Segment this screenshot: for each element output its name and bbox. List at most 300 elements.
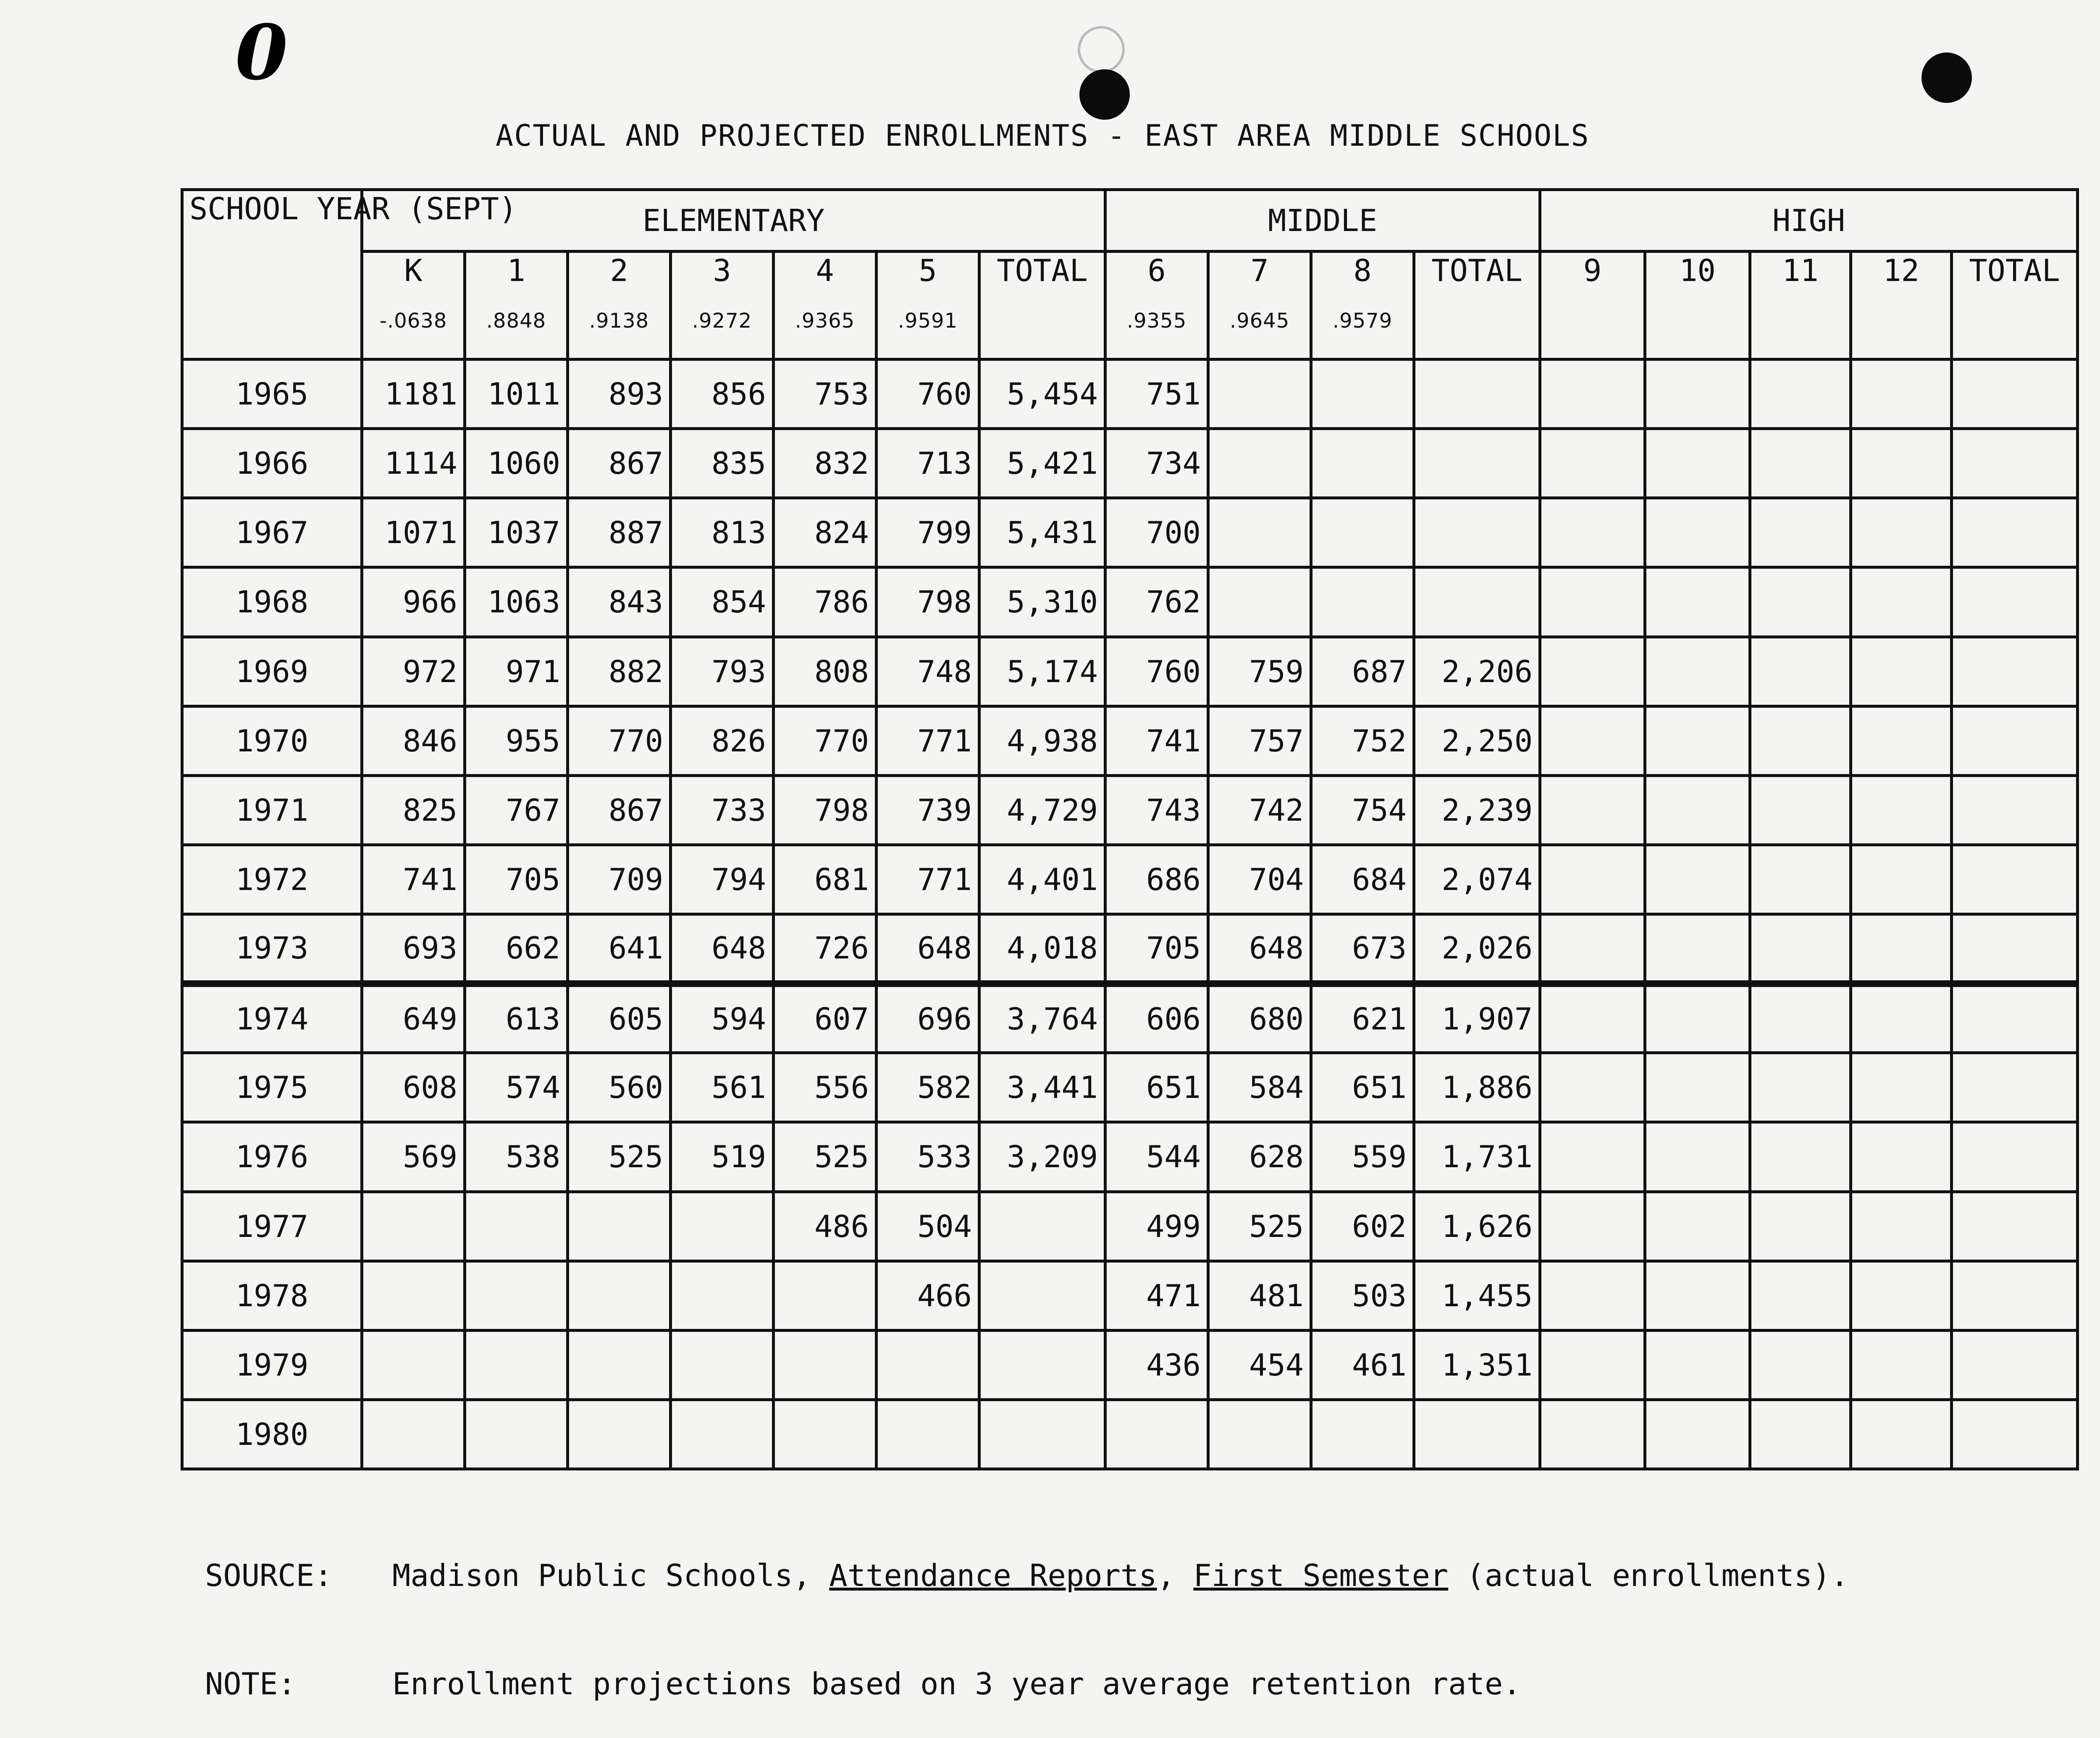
enrollment-cell: 743	[1105, 775, 1208, 845]
enrollment-cell: 607	[774, 984, 877, 1053]
enrollment-cell	[1208, 360, 1311, 429]
enrollment-cell: 556	[774, 1053, 877, 1122]
source-text-2: ,	[1157, 1558, 1194, 1593]
enrollment-cell: 887	[568, 498, 671, 567]
enrollment-cell	[671, 1192, 774, 1261]
enrollment-cell	[1750, 1399, 1851, 1469]
school-year-cell: 1979	[182, 1330, 362, 1399]
enrollment-cell: 608	[362, 1053, 465, 1122]
enrollment-cell	[1540, 1122, 1645, 1192]
enrollment-cell: 713	[877, 429, 979, 498]
enrollment-cell: 4,401	[979, 845, 1105, 914]
enrollment-cell	[1208, 429, 1311, 498]
enrollment-cell: 705	[1105, 914, 1208, 984]
enrollment-cell	[1540, 1192, 1645, 1261]
enrollment-cell: 684	[1311, 845, 1414, 914]
enrollment-cell	[1750, 1053, 1851, 1122]
source-label: SOURCE:	[205, 1558, 333, 1593]
school-year-cell: 1968	[182, 567, 362, 637]
enrollment-cell	[1952, 567, 2078, 637]
enrollment-cell	[1540, 1261, 1645, 1330]
enrollment-cell: 893	[568, 360, 671, 429]
enrollment-cell: 499	[1105, 1192, 1208, 1261]
enrollment-cell: 799	[877, 498, 979, 567]
enrollment-cell	[1952, 637, 2078, 706]
enrollment-cell	[1952, 914, 2078, 984]
enrollment-cell: 771	[877, 706, 979, 775]
school-year-cell: 1980	[182, 1399, 362, 1469]
enrollment-cell	[1208, 498, 1311, 567]
enrollment-cell	[1952, 845, 2078, 914]
enrollment-cell: 704	[1208, 845, 1311, 914]
column-header	[362, 252, 465, 360]
column-header	[1750, 252, 1851, 360]
enrollment-cell	[671, 1330, 774, 1399]
enrollment-cell	[1750, 429, 1851, 498]
enrollment-cell: 741	[1105, 706, 1208, 775]
enrollment-cell	[465, 1261, 568, 1330]
enrollment-cell: 574	[465, 1053, 568, 1122]
enrollment-cell: 832	[774, 429, 877, 498]
enrollment-cell	[1851, 1122, 1952, 1192]
enrollment-cell: 559	[1311, 1122, 1414, 1192]
enrollment-cell	[1645, 1399, 1750, 1469]
enrollment-cell: 854	[671, 567, 774, 637]
enrollment-cell: 966	[362, 567, 465, 637]
retention-rate: .8848	[486, 309, 546, 333]
retention-rate: .9355	[1126, 309, 1187, 333]
column-header-label: TOTAL	[1431, 253, 1522, 288]
enrollment-cell: 867	[568, 775, 671, 845]
enrollment-cell: 648	[671, 914, 774, 984]
document-title: ACTUAL AND PROJECTED ENROLLMENTS - EAST AREA MIDDLE SCHOOLS	[496, 118, 1590, 153]
footnotes	[205, 1485, 1849, 1738]
enrollment-cell: 687	[1311, 637, 1414, 706]
enrollment-cell: 705	[465, 845, 568, 914]
enrollment-cell: 544	[1105, 1122, 1208, 1192]
table-row	[182, 1261, 2078, 1330]
enrollment-cell: 726	[774, 914, 877, 984]
enrollment-cell: 856	[671, 360, 774, 429]
enrollment-cell: 641	[568, 914, 671, 984]
enrollment-cell: 2,074	[1414, 845, 1540, 914]
enrollment-cell	[1750, 845, 1851, 914]
column-header-label: 5	[919, 253, 937, 288]
enrollment-cell: 582	[877, 1053, 979, 1122]
enrollment-cell	[1952, 429, 2078, 498]
enrollment-cell: 808	[774, 637, 877, 706]
school-year-cell: 1966	[182, 429, 362, 498]
column-header-label: TOTAL	[1969, 253, 2060, 288]
enrollment-cell: 5,174	[979, 637, 1105, 706]
enrollment-cell	[1851, 429, 1952, 498]
source-text-3: (actual enrollments).	[1448, 1558, 1849, 1593]
enrollment-cell: 813	[671, 498, 774, 567]
enrollment-cell: 739	[877, 775, 979, 845]
enrollment-cell: 771	[877, 845, 979, 914]
enrollment-cell: 835	[671, 429, 774, 498]
enrollment-cell: 3,764	[979, 984, 1105, 1053]
enrollment-cell	[1645, 1122, 1750, 1192]
enrollment-cell: 436	[1105, 1330, 1208, 1399]
enrollment-cell	[979, 1192, 1105, 1261]
enrollment-cell	[1540, 429, 1645, 498]
enrollment-cell: 700	[1105, 498, 1208, 567]
enrollment-cell	[1851, 914, 1952, 984]
enrollment-cell: 955	[465, 706, 568, 775]
enrollment-cell	[465, 1399, 568, 1469]
enrollment-cell	[1851, 498, 1952, 567]
table-row	[182, 429, 2078, 498]
school-year-header: SCHOOL YEAR (SEPT)	[182, 190, 362, 360]
enrollment-cell	[1645, 914, 1750, 984]
enrollment-cell	[1208, 567, 1311, 637]
enrollment-cell	[465, 1192, 568, 1261]
column-header	[1105, 252, 1208, 360]
enrollment-cell: 525	[568, 1122, 671, 1192]
enrollment-cell	[671, 1399, 774, 1469]
enrollment-cell: 759	[1208, 637, 1311, 706]
enrollment-cell: 742	[1208, 775, 1311, 845]
enrollment-cell: 734	[1105, 429, 1208, 498]
enrollment-cell: 748	[877, 637, 979, 706]
enrollment-cell	[1750, 775, 1851, 845]
enrollment-cell: 1037	[465, 498, 568, 567]
enrollment-cell	[362, 1399, 465, 1469]
enrollment-cell: 1071	[362, 498, 465, 567]
column-header-label: 9	[1583, 253, 1602, 288]
enrollment-cell	[1851, 567, 1952, 637]
retention-rate: .9645	[1229, 309, 1290, 333]
enrollment-cell	[1952, 1330, 2078, 1399]
school-year-cell: 1969	[182, 637, 362, 706]
enrollment-cell	[1952, 1053, 2078, 1122]
column-header-label: 7	[1250, 253, 1269, 288]
enrollment-cell: 752	[1311, 706, 1414, 775]
enrollment-cell: 649	[362, 984, 465, 1053]
enrollment-cell: 628	[1208, 1122, 1311, 1192]
enrollment-cell: 613	[465, 984, 568, 1053]
retention-rate: .9579	[1332, 309, 1393, 333]
enrollment-cell	[1851, 637, 1952, 706]
school-year-cell: 1970	[182, 706, 362, 775]
column-header-label: 1	[507, 253, 525, 288]
enrollment-cell	[1750, 498, 1851, 567]
source-text-1: Madison Public Schools,	[392, 1558, 830, 1593]
enrollment-cell	[1952, 1122, 2078, 1192]
enrollment-cell: 519	[671, 1122, 774, 1192]
enrollment-cell	[671, 1261, 774, 1330]
column-header	[1414, 252, 1540, 360]
note-text: Enrollment projections based on 3 year average retention rate.	[392, 1666, 1521, 1701]
table-row	[182, 360, 2078, 429]
enrollment-cell	[774, 1399, 877, 1469]
enrollment-cell	[1645, 637, 1750, 706]
enrollment-cell	[1952, 1399, 2078, 1469]
enrollment-cell: 1,351	[1414, 1330, 1540, 1399]
enrollment-cell	[1105, 1399, 1208, 1469]
enrollment-cell	[1540, 845, 1645, 914]
column-header	[1208, 252, 1311, 360]
enrollment-cell	[1414, 1399, 1540, 1469]
enrollment-cell: 696	[877, 984, 979, 1053]
enrollment-cell	[1952, 984, 2078, 1053]
page-number-mark: 0	[235, 8, 288, 97]
enrollment-cell: 662	[465, 914, 568, 984]
enrollment-cell	[1311, 1399, 1414, 1469]
enrollment-cell	[1645, 1053, 1750, 1122]
enrollment-cell: 754	[1311, 775, 1414, 845]
column-header	[1952, 252, 2078, 360]
enrollment-cell: 1,907	[1414, 984, 1540, 1053]
school-year-cell: 1965	[182, 360, 362, 429]
enrollment-cell	[1311, 498, 1414, 567]
enrollment-cell	[362, 1330, 465, 1399]
enrollment-cell	[1311, 429, 1414, 498]
enrollment-cell	[1645, 567, 1750, 637]
enrollment-cell	[1851, 984, 1952, 1053]
school-year-cell: 1973	[182, 914, 362, 984]
enrollment-cell	[1645, 1330, 1750, 1399]
punch-hole-center	[1079, 69, 1130, 120]
enrollment-cell	[1750, 984, 1851, 1053]
column-header-label: 8	[1353, 253, 1372, 288]
enrollment-cell	[1645, 984, 1750, 1053]
enrollment-cell: 846	[362, 706, 465, 775]
column-header	[1645, 252, 1750, 360]
enrollment-cell: 1114	[362, 429, 465, 498]
enrollment-cell: 651	[1311, 1053, 1414, 1122]
group-header-middle: MIDDLE	[1105, 190, 1540, 252]
enrollment-cell	[1851, 775, 1952, 845]
enrollment-cell: 680	[1208, 984, 1311, 1053]
punch-hole-ring	[1078, 26, 1125, 73]
enrollment-cell: 1063	[465, 567, 568, 637]
enrollment-cell	[1750, 567, 1851, 637]
enrollment-cell: 1,731	[1414, 1122, 1540, 1192]
enrollment-cell: 5,310	[979, 567, 1105, 637]
enrollment-cell	[979, 1399, 1105, 1469]
enrollment-cell: 1181	[362, 360, 465, 429]
enrollment-cell	[1750, 360, 1851, 429]
enrollment-cell	[1540, 1399, 1645, 1469]
enrollment-cell: 5,454	[979, 360, 1105, 429]
enrollment-cell: 1,455	[1414, 1261, 1540, 1330]
enrollment-cell	[568, 1399, 671, 1469]
table-row	[182, 1399, 2078, 1469]
school-year-cell: 1974	[182, 984, 362, 1053]
enrollment-cell	[1851, 1053, 1952, 1122]
enrollment-cell: 1,626	[1414, 1192, 1540, 1261]
enrollment-cell	[1414, 360, 1540, 429]
enrollment-cell	[1851, 1399, 1952, 1469]
enrollment-cell	[1414, 429, 1540, 498]
enrollment-cell: 2,026	[1414, 914, 1540, 984]
column-header-row	[182, 252, 2078, 360]
enrollment-cell	[1540, 637, 1645, 706]
enrollment-cell: 3,441	[979, 1053, 1105, 1122]
enrollment-cell: 569	[362, 1122, 465, 1192]
enrollment-cell: 843	[568, 567, 671, 637]
enrollment-cell: 798	[774, 775, 877, 845]
column-header-label: 11	[1782, 253, 1819, 288]
enrollment-cell: 681	[774, 845, 877, 914]
enrollment-cell: 686	[1105, 845, 1208, 914]
enrollment-cell	[362, 1261, 465, 1330]
enrollment-cell: 1060	[465, 429, 568, 498]
enrollment-cell: 1,886	[1414, 1053, 1540, 1122]
enrollment-cell: 2,239	[1414, 775, 1540, 845]
enrollment-cell: 560	[568, 1053, 671, 1122]
enrollment-cell	[1851, 1261, 1952, 1330]
enrollment-cell	[1645, 775, 1750, 845]
enrollment-cell: 824	[774, 498, 877, 567]
enrollment-cell: 533	[877, 1122, 979, 1192]
enrollment-cell: 3,209	[979, 1122, 1105, 1192]
enrollment-cell	[1750, 706, 1851, 775]
enrollment-cell: 481	[1208, 1261, 1311, 1330]
column-header	[877, 252, 979, 360]
retention-rate: .9591	[898, 309, 958, 333]
enrollment-cell: 757	[1208, 706, 1311, 775]
enrollment-cell	[1540, 1053, 1645, 1122]
enrollment-cell	[1851, 1192, 1952, 1261]
enrollment-cell	[1645, 360, 1750, 429]
enrollment-cell: 606	[1105, 984, 1208, 1053]
enrollment-cell: 648	[877, 914, 979, 984]
enrollment-cell	[1645, 1192, 1750, 1261]
table-row	[182, 1122, 2078, 1192]
enrollment-cell: 709	[568, 845, 671, 914]
enrollment-cell: 741	[362, 845, 465, 914]
column-header	[671, 252, 774, 360]
column-header-label: 6	[1147, 253, 1166, 288]
enrollment-cell: 1011	[465, 360, 568, 429]
table-row	[182, 1192, 2078, 1261]
school-year-cell: 1978	[182, 1261, 362, 1330]
school-year-cell: 1971	[182, 775, 362, 845]
enrollment-cell: 651	[1105, 1053, 1208, 1122]
enrollment-cell: 786	[774, 567, 877, 637]
enrollment-cell: 5,431	[979, 498, 1105, 567]
enrollment-cell	[1952, 706, 2078, 775]
enrollment-cell: 760	[1105, 637, 1208, 706]
enrollment-cell	[774, 1330, 877, 1399]
enrollment-cell: 798	[877, 567, 979, 637]
enrollment-cell: 538	[465, 1122, 568, 1192]
enrollment-cell	[1540, 984, 1645, 1053]
enrollment-cell	[1540, 567, 1645, 637]
note-line	[205, 1666, 1849, 1702]
enrollment-cell	[1750, 914, 1851, 984]
source-attendance-reports: Attendance Reports	[829, 1558, 1157, 1593]
enrollment-cell: 648	[1208, 914, 1311, 984]
column-header	[1540, 252, 1645, 360]
enrollment-cell: 525	[1208, 1192, 1311, 1261]
enrollment-cell: 461	[1311, 1330, 1414, 1399]
column-header-label: TOTAL	[997, 253, 1088, 288]
table-row	[182, 637, 2078, 706]
column-header	[774, 252, 877, 360]
table-row	[182, 1330, 2078, 1399]
enrollment-cell	[1952, 1192, 2078, 1261]
source-line	[205, 1557, 1849, 1594]
enrollment-cell: 5,421	[979, 429, 1105, 498]
enrollment-cell	[1750, 1192, 1851, 1261]
column-header	[465, 252, 568, 360]
enrollment-cell	[1645, 429, 1750, 498]
enrollment-cell: 621	[1311, 984, 1414, 1053]
enrollment-cell	[465, 1330, 568, 1399]
enrollment-cell: 4,938	[979, 706, 1105, 775]
enrollment-cell: 971	[465, 637, 568, 706]
enrollment-cell	[1540, 706, 1645, 775]
enrollment-cell	[1540, 360, 1645, 429]
enrollment-cell: 2,206	[1414, 637, 1540, 706]
enrollment-cell	[1750, 1122, 1851, 1192]
enrollment-cell: 733	[671, 775, 774, 845]
enrollment-cell	[1952, 1261, 2078, 1330]
column-header	[568, 252, 671, 360]
column-header-label: 4	[816, 253, 834, 288]
table-body	[182, 360, 2078, 1469]
enrollment-cell	[1311, 360, 1414, 429]
group-header-high: HIGH	[1540, 190, 2078, 252]
column-header	[1311, 252, 1414, 360]
school-year-cell: 1976	[182, 1122, 362, 1192]
table-row	[182, 498, 2078, 567]
enrollment-cell: 605	[568, 984, 671, 1053]
group-header-elementary: ELEMENTARY	[362, 190, 1105, 252]
enrollment-cell: 760	[877, 360, 979, 429]
enrollment-cell: 825	[362, 775, 465, 845]
enrollment-cell	[1414, 567, 1540, 637]
enrollment-cell	[1540, 1330, 1645, 1399]
source-first-semester: First Semester	[1193, 1558, 1449, 1593]
enrollment-cell: 673	[1311, 914, 1414, 984]
enrollment-cell	[1645, 845, 1750, 914]
enrollment-cell: 454	[1208, 1330, 1311, 1399]
column-header-label: K	[404, 253, 423, 288]
enrollment-cell	[568, 1261, 671, 1330]
enrollment-cell	[877, 1330, 979, 1399]
table-row	[182, 775, 2078, 845]
enrollment-cell	[1540, 914, 1645, 984]
enrollment-cell: 584	[1208, 1053, 1311, 1122]
enrollment-cell	[1750, 1261, 1851, 1330]
school-year-cell: 1972	[182, 845, 362, 914]
enrollment-cell	[877, 1399, 979, 1469]
enrollment-cell: 867	[568, 429, 671, 498]
enrollment-cell: 4,018	[979, 914, 1105, 984]
enrollment-cell	[1851, 845, 1952, 914]
enrollment-cell	[979, 1261, 1105, 1330]
enrollment-cell	[1851, 360, 1952, 429]
enrollment-cell: 753	[774, 360, 877, 429]
enrollment-cell	[774, 1261, 877, 1330]
enrollment-cell	[1952, 498, 2078, 567]
enrollment-cell	[1540, 498, 1645, 567]
column-header-label: 12	[1883, 253, 1919, 288]
punch-hole-right	[1922, 53, 1972, 103]
retention-rate: .9272	[692, 309, 752, 333]
enrollment-cell: 471	[1105, 1261, 1208, 1330]
enrollment-cell: 751	[1105, 360, 1208, 429]
retention-rate: .9365	[795, 309, 855, 333]
enrollment-cell: 594	[671, 984, 774, 1053]
enrollment-cell: 793	[671, 637, 774, 706]
enrollment-cell: 826	[671, 706, 774, 775]
